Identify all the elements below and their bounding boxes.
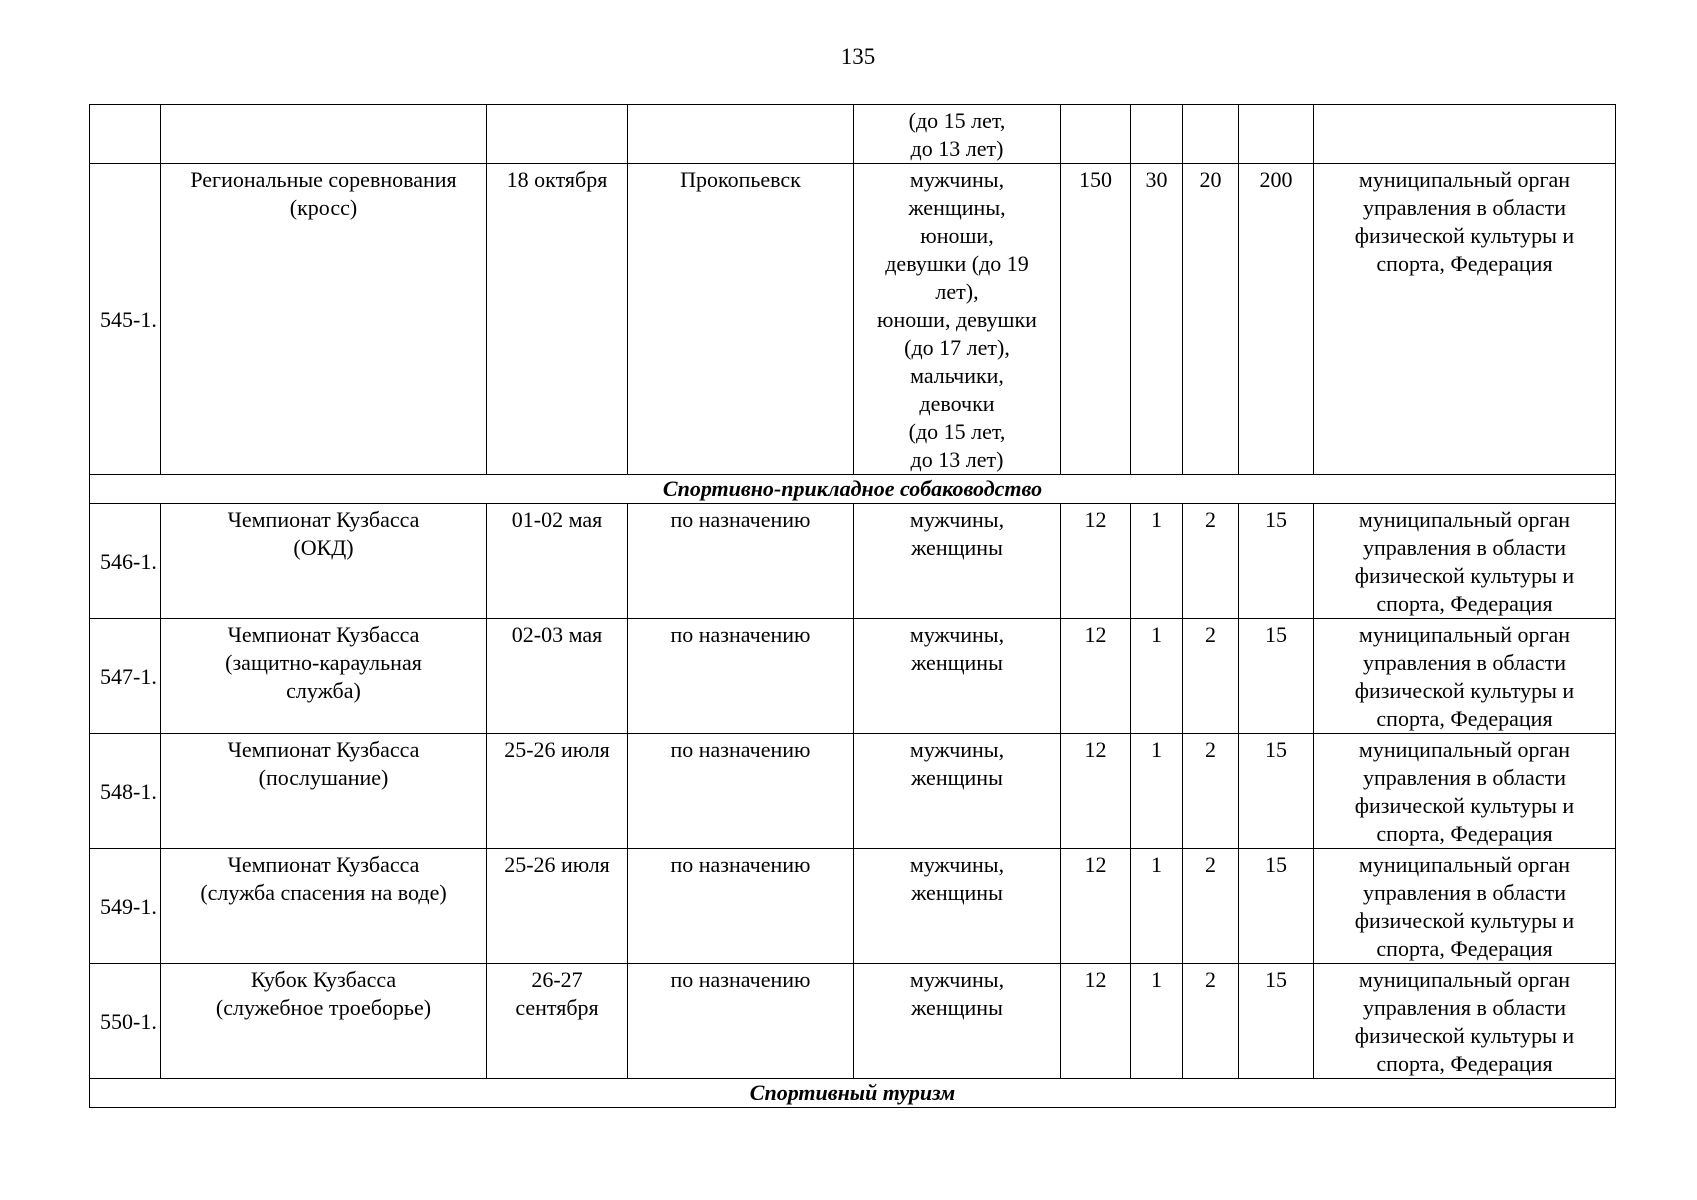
cell-number: 546-1. <box>90 504 161 619</box>
cell-count-1: 12 <box>1061 849 1131 964</box>
cell-number: 550-1. <box>90 964 161 1079</box>
cell-count-2: 30 <box>1131 164 1183 475</box>
table-row-continuation <box>90 105 1616 164</box>
organizer-text: муниципальный орган управления в области физической культуры и спорта, Федерация <box>1354 622 1575 731</box>
organizer-text: муниципальный орган управления в области физической культуры и спорта, Федерация <box>1354 967 1575 1076</box>
organizer-text: муниципальный орган управления в области физической культуры и спорта, Федерация <box>1354 507 1575 616</box>
event-text: Кубок Кузбасса (служебное троеборье) <box>215 967 432 1020</box>
section-row <box>90 475 1616 504</box>
cell-event <box>161 504 487 619</box>
cell-place: Прокопьевск <box>628 164 854 475</box>
cell-date <box>487 849 628 964</box>
cell-count-1: 12 <box>1061 964 1131 1079</box>
organizer-text: муниципальный орган управления в области физической культуры и спорта, Федерация <box>1354 852 1575 961</box>
participants-text: мужчины, женщины <box>909 967 1005 1020</box>
cell-count-3 <box>1183 105 1239 164</box>
cell-count-1: 12 <box>1061 504 1131 619</box>
cell-date <box>487 504 628 619</box>
cell-event <box>161 164 487 475</box>
date-text: 01-02 мая <box>511 507 603 532</box>
table-row <box>90 504 1616 619</box>
cell-date <box>487 964 628 1079</box>
table-row <box>90 619 1616 734</box>
cell-number <box>90 105 161 164</box>
cell-participants <box>854 734 1061 849</box>
cell-number: 548-1. <box>90 734 161 849</box>
date-text: 26-27 сентября <box>515 967 599 1020</box>
organizer-text: муниципальный орган управления в области физической культуры и спорта, Федерация <box>1354 167 1575 276</box>
cell-count-3: 2 <box>1183 734 1239 849</box>
table-row <box>90 849 1616 964</box>
participants-text: мужчины, женщины <box>909 737 1005 790</box>
participants-text: мужчины, женщины <box>909 507 1005 560</box>
cell-place: по назначению <box>628 619 854 734</box>
cell-participants <box>854 964 1061 1079</box>
date-text: 25-26 июля <box>504 852 610 877</box>
cell-place: по назначению <box>628 504 854 619</box>
cell-count-total: 200 <box>1239 164 1314 475</box>
cell-event <box>161 105 487 164</box>
cell-date <box>487 734 628 849</box>
cell-count-3: 2 <box>1183 619 1239 734</box>
table-row <box>90 734 1616 849</box>
cell-count-1: 12 <box>1061 734 1131 849</box>
cell-organizer <box>1314 964 1616 1079</box>
cell-organizer <box>1314 105 1616 164</box>
cell-count-1: 12 <box>1061 619 1131 734</box>
cell-count-2: 1 <box>1131 734 1183 849</box>
section-row <box>90 1079 1616 1108</box>
organizer-text: муниципальный орган управления в области физической культуры и спорта, Федерация <box>1354 737 1575 846</box>
cell-count-3: 2 <box>1183 964 1239 1079</box>
cell-count-3: 2 <box>1183 849 1239 964</box>
cell-count-total: 15 <box>1239 619 1314 734</box>
cell-participants <box>854 504 1061 619</box>
cell-organizer <box>1314 504 1616 619</box>
cell-count-total: 15 <box>1239 504 1314 619</box>
cell-organizer <box>1314 849 1616 964</box>
cell-count-total: 15 <box>1239 964 1314 1079</box>
participants-text: мужчины, женщины <box>909 622 1005 675</box>
cell-number: 547-1. <box>90 619 161 734</box>
participants-text: мужчины, женщины <box>909 852 1005 905</box>
cell-event <box>161 849 487 964</box>
cell-count-total: 15 <box>1239 849 1314 964</box>
date-text: 25-26 июля <box>504 737 610 762</box>
cell-event <box>161 734 487 849</box>
event-text: Чемпионат Кузбасса (служба спасения на воде) <box>200 852 447 905</box>
cell-organizer <box>1314 619 1616 734</box>
cell-count-2 <box>1131 105 1183 164</box>
participants-text: (до 15 лет, до 13 лет) <box>908 108 1006 161</box>
cell-participants <box>854 105 1061 164</box>
section-title: Спортивно-прикладное собаководство <box>90 475 1616 504</box>
event-text: Чемпионат Кузбасса (ОКД) <box>227 507 420 560</box>
section-title: Спортивный туризм <box>90 1079 1616 1108</box>
cell-count-1 <box>1061 105 1131 164</box>
cell-event <box>161 964 487 1079</box>
cell-organizer <box>1314 164 1616 475</box>
table-row <box>90 964 1616 1079</box>
cell-date <box>487 164 628 475</box>
participants-text: мужчины, женщины, юноши, девушки (до 19 лет), юноши, девушки (до 17 лет), мальчики, девочки (до 15 лет, до 13 лет) <box>877 167 1037 472</box>
cell-place <box>628 105 854 164</box>
cell-date <box>487 105 628 164</box>
cell-date <box>487 619 628 734</box>
date-text: 18 октября <box>506 167 608 192</box>
cell-count-2: 1 <box>1131 504 1183 619</box>
cell-count-3: 2 <box>1183 504 1239 619</box>
cell-number: 545-1. <box>90 164 161 475</box>
cell-count-total <box>1239 105 1314 164</box>
cell-count-total: 15 <box>1239 734 1314 849</box>
table-row <box>90 164 1616 475</box>
cell-place: по назначению <box>628 964 854 1079</box>
cell-participants <box>854 849 1061 964</box>
date-text: 02-03 мая <box>511 622 603 647</box>
events-table <box>89 104 1616 1108</box>
cell-place: по назначению <box>628 849 854 964</box>
cell-organizer <box>1314 734 1616 849</box>
cell-participants <box>854 619 1061 734</box>
cell-participants <box>854 164 1061 475</box>
cell-place: по назначению <box>628 734 854 849</box>
cell-event <box>161 619 487 734</box>
event-text: Региональные соревнования (кросс) <box>190 167 457 220</box>
event-text: Чемпионат Кузбасса (защитно-караульная служба) <box>225 622 422 703</box>
event-text: Чемпионат Кузбасса (послушание) <box>227 737 420 790</box>
cell-count-3: 20 <box>1183 164 1239 475</box>
cell-count-2: 1 <box>1131 964 1183 1079</box>
cell-number: 549-1. <box>90 849 161 964</box>
cell-count-2: 1 <box>1131 619 1183 734</box>
cell-count-1: 150 <box>1061 164 1131 475</box>
cell-count-2: 1 <box>1131 849 1183 964</box>
page-number: 135 <box>840 44 876 69</box>
